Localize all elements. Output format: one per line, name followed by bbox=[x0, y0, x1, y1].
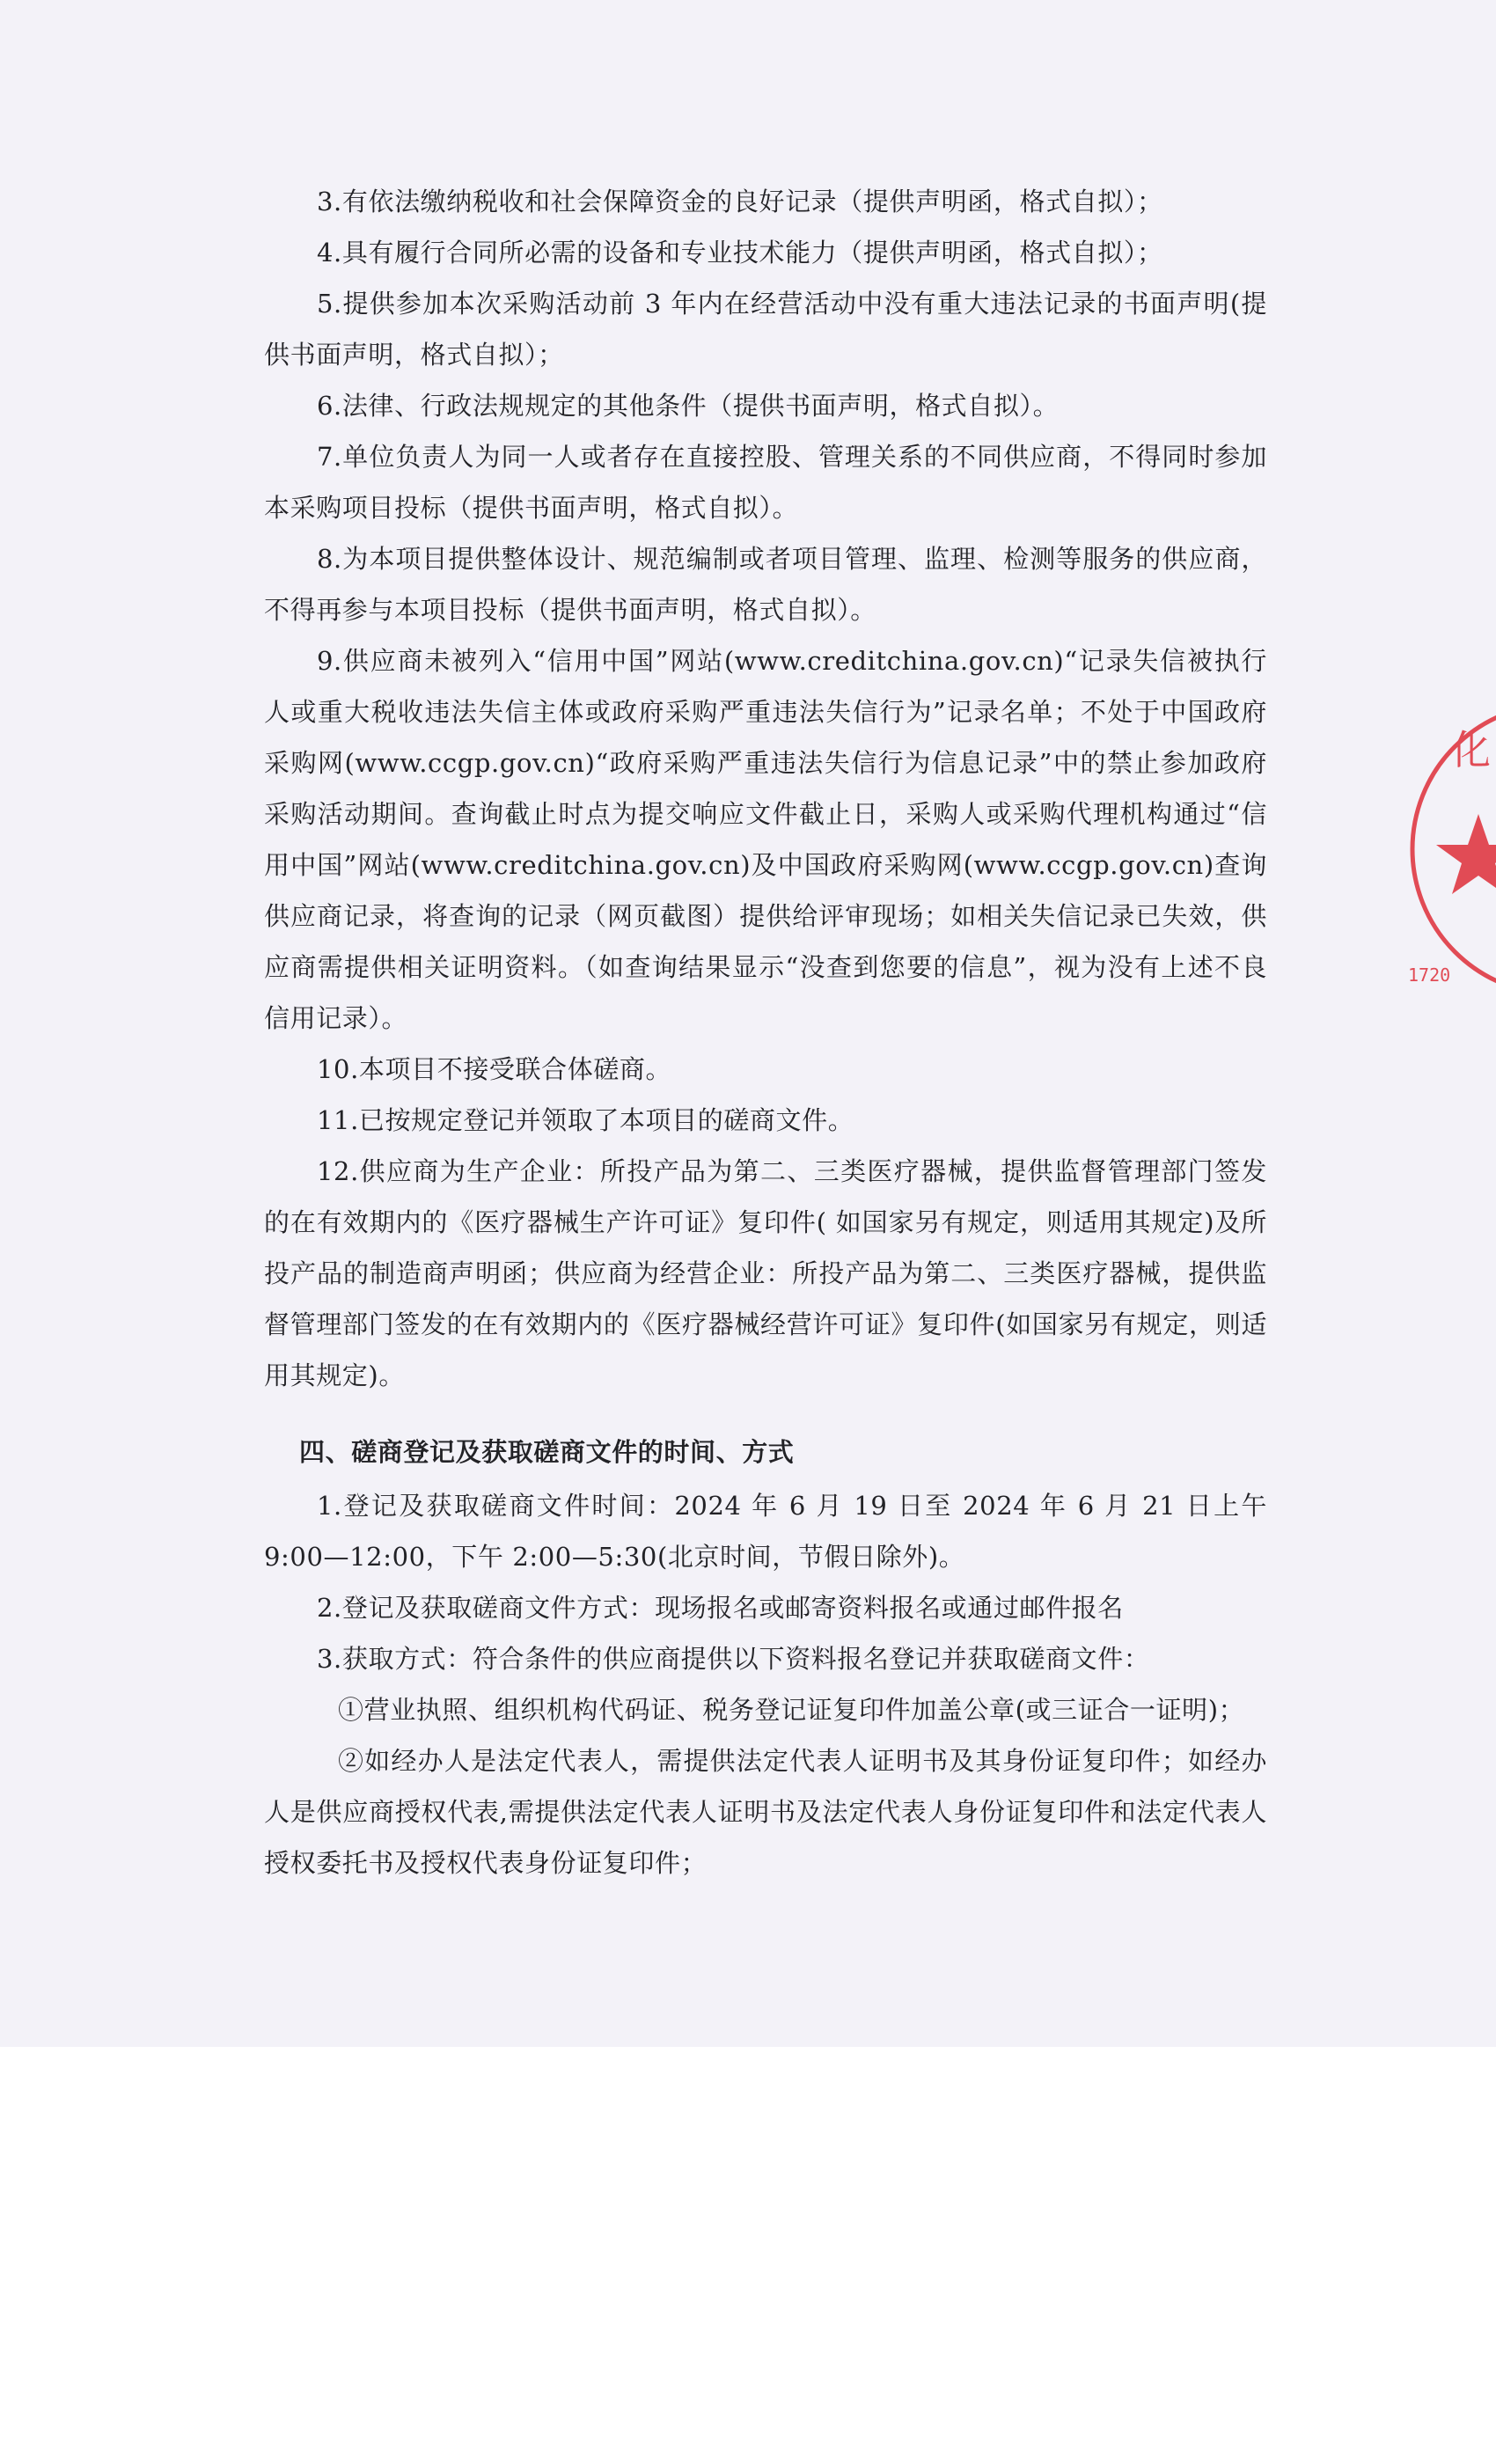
clause-6: 6.法律、行政法规规定的其他条件（提供书面声明，格式自拟）。 bbox=[317, 391, 1060, 421]
clause-11: 11.已按规定登记并领取了本项目的磋商文件。 bbox=[317, 1105, 854, 1135]
section-four-item-2: 2.登记及获取磋商文件方式：现场报名或邮寄资料报名或通过邮件报名 bbox=[317, 1593, 1124, 1623]
section-four-subitem-2: ②如经办人是法定代表人，需提供法定代表人证明书及其身份证复印件；如经办人是供应商授权代表,需提供法定代表人证明书及法定代表人身份证复印件和法定代表人授权委托书及授权代表身份证复印件； bbox=[264, 1746, 1267, 1878]
seal-star-icon bbox=[1436, 814, 1496, 894]
clause-8: 8.为本项目提供整体设计、规范编制或者项目管理、监理、检测等服务的供应商，不得再参与本项目投标（提供书面声明，格式自拟）。 bbox=[264, 544, 1267, 625]
clause-10: 10.本项目不接受联合体磋商。 bbox=[317, 1054, 672, 1084]
clause-5: 5.提供参加本次采购活动前 3 年内在经营活动中没有重大违法记录的书面声明(提供书面声明，格式自拟）； bbox=[264, 289, 1267, 370]
clause-4: 4.具有履行合同所必需的设备和专业技术能力（提供声明函，格式自拟）； bbox=[317, 238, 1163, 268]
clause-12: 12.供应商为生产企业：所投产品为第二、三类医疗器械，提供监督管理部门签发的在有效期内的《医疗器械生产许可证》复印件( 如国家另有规定，则适用其规定)及所投产品的制造商声明函；供应商为经营企业：所投产品为第二、三类医疗器械，提供监督管理部门签发的在有效期内的《医疗器械经营许可证》复印件(如国家另有规定，则适用其规定)。 bbox=[264, 1156, 1267, 1390]
clause-3: 3.有依法缴纳税收和社会保障资金的良好记录（提供声明函，格式自拟）； bbox=[317, 187, 1163, 216]
section-four-heading: 四、磋商登记及获取磋商文件的时间、方式 bbox=[299, 1437, 795, 1467]
section-four-item-1: 1.登记及获取磋商文件时间：2024 年 6 月 19 日至 2024 年 6 月 21 日上午 9:00—12:00，下午 2:00—5:30(北京时间，节假日除外)。 bbox=[264, 1491, 1267, 1572]
seal-text-top: 化 bbox=[1450, 726, 1491, 774]
document-body bbox=[264, 176, 1267, 1888]
section-four-item-3: 3.获取方式：符合条件的供应商提供以下资料报名登记并获取磋商文件： bbox=[317, 1644, 1150, 1674]
seal-text-bottom: 1720 bbox=[1408, 964, 1451, 986]
clause-7: 7.单位负责人为同一人或者存在直接控股、管理关系的不同供应商，不得同时参加本采购项目投标（提供书面声明，格式自拟）。 bbox=[264, 442, 1267, 523]
clause-9: 9.供应商未被列入“信用中国”网站(www.creditchina.gov.cn)“记录失信被执行人或重大税收违法失信主体或政府采购严重违法失信行为”记录名单；不处于中国政府采购网(www.ccgp.gov.cn)“政府采购严重违法失信行为信息记录”中的禁止参加政府采购活动期间。查询截止时点为提交响应文件截止日，采购人或采购代理机构通过“信用中国”网站(www.creditchina.gov.cn)及中国政府采购网(www.ccgp.gov.cn)查询供应商记录，将查询的记录（网页截图）提供给评审现场；如相关失信记录已失效，供应商需提供相关证明资料。（如查询结果显示“没查到您要的信息”，视为没有上述不良信用记录）。 bbox=[264, 646, 1267, 1033]
section-four-subitem-1: ①营业执照、组织机构代码证、税务登记证复印件加盖公章(或三证合一证明)； bbox=[338, 1695, 1245, 1725]
company-seal-stamp bbox=[1382, 686, 1496, 1012]
